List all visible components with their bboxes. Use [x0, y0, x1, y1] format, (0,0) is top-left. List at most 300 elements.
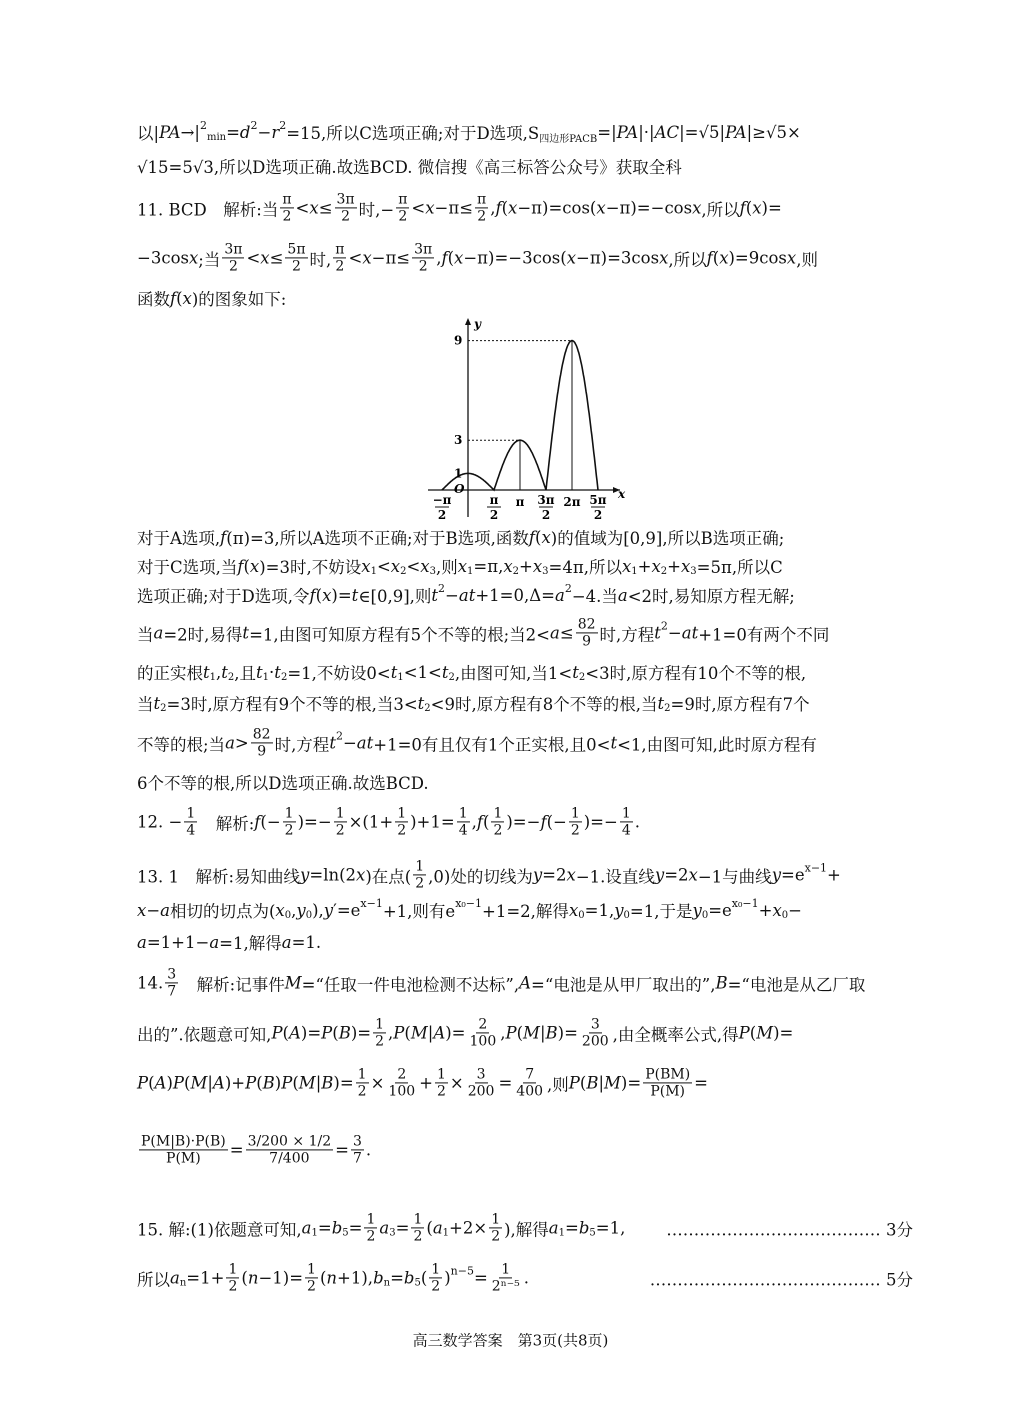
math-var: x: [621, 556, 632, 576]
text-line: [137, 1133, 371, 1166]
text: =|: [597, 122, 617, 142]
math-var: t: [431, 585, 439, 605]
text: ,: [388, 1023, 394, 1043]
math-var: x: [786, 248, 797, 268]
text: 的正实根: [137, 664, 203, 683]
text: ≤: [269, 248, 284, 268]
fraction: [576, 616, 598, 649]
subscript: 1: [442, 1227, 450, 1239]
text-line: [137, 858, 841, 891]
subscript: 5: [589, 1227, 596, 1239]
subscript: 2: [400, 565, 407, 577]
fraction: [305, 1261, 318, 1294]
text: +1=0有两个不同: [698, 625, 830, 644]
text: )=9cos: [728, 248, 787, 268]
denominator: 2: [398, 208, 408, 225]
text: )=: [761, 198, 782, 218]
subscript: 2: [448, 671, 455, 683]
math-var: M: [284, 973, 302, 993]
text: −: [667, 623, 682, 643]
subscript: 5: [414, 1277, 421, 1289]
text: ,: [471, 812, 477, 832]
text: <9时,原方程有8个不等的根,当: [430, 695, 658, 714]
fraction: [466, 1066, 497, 1099]
denominator: 7: [352, 1150, 362, 1167]
math-var: t: [256, 662, 263, 682]
math-var: a: [137, 932, 147, 952]
math-var: M: [298, 1073, 316, 1093]
math-var: t: [572, 662, 579, 682]
x-tick-label: 2: [541, 508, 551, 522]
text: 6个不等的根,所以D选项正确.故选BCD.: [137, 774, 429, 793]
denominator: 2: [413, 1228, 423, 1245]
text: (: [579, 1073, 587, 1093]
fraction: [490, 1261, 522, 1294]
math-var: y: [323, 900, 334, 920]
denominator: 200: [581, 1033, 609, 1050]
text-line: [137, 805, 640, 838]
text: .: [523, 1268, 529, 1288]
math-var: f: [495, 198, 502, 218]
fraction: [489, 1211, 502, 1244]
denominator: 7/400: [269, 1150, 310, 1167]
text: 14.: [137, 973, 164, 993]
math-var: f: [309, 585, 316, 605]
text: =: [390, 1268, 404, 1288]
text: (: [447, 248, 455, 268]
subscript: 0: [701, 909, 709, 921]
text: 以|: [137, 124, 160, 143]
text: )+1=: [410, 812, 455, 832]
text: (−: [260, 812, 281, 832]
math-var: P: [137, 1073, 149, 1093]
numerator: π: [335, 241, 345, 258]
text: )=−: [297, 812, 332, 832]
math-var: A: [212, 1073, 225, 1093]
math-var: a: [554, 585, 565, 605]
denominator: 2ⁿ⁻⁵: [491, 1278, 520, 1295]
text: |=√5|: [679, 122, 726, 142]
subscript: 四边形PACB: [539, 133, 598, 145]
text: =π,: [473, 556, 504, 576]
fraction: [396, 191, 409, 224]
text-line: [137, 583, 795, 607]
denominator: 2: [436, 1083, 446, 1100]
text: (: [241, 1268, 248, 1288]
text-line: [137, 1066, 708, 1099]
text: <: [406, 556, 421, 576]
text: 解析:记事件: [180, 975, 285, 994]
math-var: x: [508, 198, 518, 218]
math-var: x: [425, 198, 435, 218]
text: −: [342, 733, 357, 753]
text: )的值域为[0,9],所以B选项正确;: [550, 529, 785, 548]
text-line: [137, 930, 321, 954]
text: =1,由图可知原方程有5个不等的根;当2<: [249, 625, 551, 644]
math-var: x: [322, 585, 332, 605]
numerator: 1: [491, 1211, 501, 1228]
text: +1=2,解得: [482, 902, 569, 921]
math-var: f: [528, 527, 536, 547]
text: ≤: [318, 198, 333, 218]
text: ),解得: [504, 1220, 549, 1239]
math-var: x: [260, 248, 270, 268]
text: <: [348, 248, 363, 268]
numerator: 1: [621, 805, 631, 822]
superscript: x₀−1: [455, 896, 483, 910]
math-var: f: [170, 288, 177, 308]
text: 函数: [137, 290, 170, 309]
numerator: 1: [397, 805, 407, 822]
subscript: 3: [690, 565, 697, 577]
text: =1,解得: [219, 934, 282, 953]
text-line: [137, 525, 784, 549]
text: +2×: [449, 1218, 488, 1238]
text: ): [444, 1268, 451, 1288]
text: (: [315, 585, 323, 605]
text-line: [137, 1261, 913, 1294]
text: )=−: [583, 812, 618, 832]
text: ,: [490, 198, 496, 218]
math-var: M: [604, 1073, 621, 1093]
subscript: 3: [542, 565, 549, 577]
text: ;当: [198, 250, 221, 269]
math-var: at: [681, 623, 699, 643]
math-var: b: [403, 1268, 415, 1288]
text: =“电池是从乙厂取: [727, 975, 866, 994]
text: +: [758, 900, 773, 920]
text: (: [319, 1268, 327, 1288]
text: |: [427, 1023, 434, 1043]
fraction: [620, 805, 633, 838]
numerator: π: [398, 191, 408, 208]
text: (: [282, 1023, 289, 1043]
x-tick-label: π: [489, 493, 499, 507]
math-var: x: [719, 248, 729, 268]
math-var: t: [390, 662, 398, 682]
math-var: P: [321, 1023, 333, 1043]
text: −: [788, 900, 802, 920]
text: =: [694, 1073, 708, 1093]
fraction: [412, 241, 434, 274]
fraction: [364, 1211, 377, 1244]
fraction: [468, 1016, 499, 1049]
superscript: 2: [438, 581, 446, 595]
fraction: [475, 191, 488, 224]
math-var: x: [772, 900, 782, 920]
fraction: [569, 805, 582, 838]
denominator: 7: [167, 983, 177, 1000]
x-tick-label: 5π: [589, 493, 607, 507]
numerator: 3: [476, 1066, 486, 1083]
text: 11. BCD 解析:当: [137, 200, 279, 219]
math-var: t: [610, 733, 618, 753]
denominator: 9: [257, 743, 267, 760]
text: )=: [333, 1073, 354, 1093]
text: 不等的根;当: [137, 735, 226, 754]
text: <: [246, 248, 261, 268]
text: =1+1−: [146, 932, 210, 952]
text: =: [498, 1073, 513, 1093]
subscript: min: [206, 131, 227, 143]
text: 时,方程: [274, 735, 330, 754]
text: −4.当: [571, 587, 618, 606]
math-var: f: [739, 198, 746, 218]
subscript: 0: [623, 909, 630, 921]
text-line: [137, 726, 817, 759]
text: −1与曲线: [697, 867, 772, 886]
text: 对于C选项,当: [137, 558, 238, 577]
denominator: 100: [388, 1083, 416, 1100]
text: =9时,原方程有7个: [670, 695, 810, 714]
math-var: A: [154, 1073, 167, 1093]
superscript: 2: [564, 581, 572, 595]
text: =4π,所以: [548, 558, 622, 577]
text: (: [426, 1218, 433, 1238]
text: ,由全概率公式,得: [612, 1025, 739, 1044]
math-var: n: [247, 1268, 259, 1288]
text: +1=0有且仅有1个正实根,且0<: [373, 735, 611, 754]
text-line: [137, 660, 806, 684]
fraction: [514, 1066, 545, 1099]
numerator: π: [282, 191, 292, 208]
text: ≤: [559, 623, 574, 643]
text-line: [137, 241, 818, 274]
math-var: x: [188, 248, 199, 268]
text: ,0)处的切线为: [428, 867, 533, 886]
subscript: 0: [305, 909, 313, 921]
text-line: [137, 770, 429, 794]
text: ×: [449, 1073, 464, 1093]
superscript: 2: [335, 729, 343, 743]
text: <1<: [403, 662, 442, 682]
score-marker: …………………………………… 5分: [649, 1270, 913, 1289]
denominator: 2: [431, 1278, 441, 1295]
numerator: 1: [375, 1016, 385, 1033]
text: ×(1+: [348, 812, 394, 832]
superscript: x−1: [360, 896, 383, 910]
math-var: B: [545, 1023, 558, 1043]
fraction: [580, 1016, 611, 1049]
fraction: [285, 241, 307, 274]
x-tick-label: 2: [489, 508, 499, 522]
math-var: x: [309, 198, 319, 218]
math-var: f: [540, 812, 547, 832]
math-var: t: [441, 662, 449, 682]
subscript: 2: [424, 702, 431, 714]
subscript: 3: [429, 565, 436, 577]
fraction: [457, 805, 470, 838]
numerator: 2: [397, 1066, 407, 1083]
math-var: t: [351, 585, 359, 605]
function-graph: [420, 312, 630, 522]
text: =1+: [186, 1268, 225, 1288]
text: +: [667, 556, 681, 576]
text: −1)=: [258, 1268, 304, 1288]
numerator: P(BM): [645, 1066, 691, 1083]
text: (: [420, 1268, 428, 1288]
math-var: y: [692, 900, 702, 920]
text: <1,由图可知,此时原方程有: [617, 735, 817, 754]
text: <: [295, 198, 310, 218]
math-var: x: [752, 198, 762, 218]
text: <: [376, 556, 391, 576]
y-tick-label: 1: [454, 466, 463, 481]
text: +: [419, 1073, 433, 1093]
math-var: y: [614, 900, 624, 920]
math-var: x: [680, 556, 691, 576]
y-tick-label: 9: [454, 333, 463, 348]
text: ′=e: [333, 900, 361, 920]
text: =2: [542, 865, 567, 885]
subscript: 2: [280, 671, 288, 683]
denominator: 2: [341, 208, 351, 225]
denominator: 2: [307, 1278, 316, 1295]
denominator: P(M): [166, 1150, 201, 1167]
numerator: 1: [186, 805, 196, 822]
superscript: x−1: [804, 861, 828, 875]
text: ,则: [796, 250, 818, 269]
math-var: M: [756, 1023, 774, 1043]
text: ,由图可知,当1<: [454, 664, 573, 683]
text: −π)=cos(: [517, 198, 597, 218]
numerator: 1: [228, 1261, 238, 1278]
numerator: 82: [252, 726, 271, 743]
text: )=: [445, 1023, 466, 1043]
text: (: [483, 812, 490, 832]
denominator: 2: [418, 258, 428, 275]
subscript: 1: [558, 1227, 566, 1239]
text: ∈[0,9],则: [358, 587, 432, 606]
text-line: [137, 616, 829, 649]
text: <3时,原方程有10个不等的根,: [585, 664, 807, 683]
text: 所以: [137, 1270, 170, 1289]
text: )=: [331, 585, 352, 605]
math-var: M: [523, 1023, 540, 1043]
subscript: 2: [512, 565, 520, 577]
fraction: [373, 1016, 386, 1049]
text: −π≤: [371, 248, 411, 268]
text: (: [749, 1023, 757, 1043]
math-var: a: [281, 932, 292, 952]
subscript: 0: [578, 909, 585, 921]
math-var: x: [137, 900, 147, 920]
math-var: f: [220, 527, 227, 547]
text: )=: [350, 1023, 372, 1043]
math-var: t: [221, 662, 228, 682]
subscript: 1: [370, 565, 377, 577]
numerator: 1: [570, 805, 580, 822]
numerator: 3: [167, 966, 177, 983]
denominator: 4: [458, 822, 468, 839]
numerator: 1: [357, 1066, 367, 1083]
math-var: P: [568, 1073, 580, 1093]
math-var: d: [239, 122, 251, 142]
denominator: 2: [228, 258, 238, 275]
y-axis-arrow-icon: [465, 318, 471, 325]
math-var: t: [654, 623, 661, 643]
math-var: f: [706, 248, 713, 268]
text: =: [473, 1268, 488, 1288]
text: |·|: [638, 122, 655, 142]
numerator: 3π: [414, 241, 433, 258]
fraction: [251, 726, 273, 759]
math-var: at: [458, 585, 476, 605]
math-var: f: [254, 812, 261, 832]
text: 13. 1 解析:易知曲线: [137, 867, 301, 886]
fraction: [356, 1066, 369, 1099]
text: =e: [781, 865, 805, 885]
text-line: [137, 286, 286, 310]
math-var: a: [550, 623, 560, 643]
text: (: [516, 1023, 524, 1043]
math-var: a: [432, 1218, 443, 1238]
text: −: [445, 585, 459, 605]
fraction: [435, 1066, 448, 1099]
x-tick-label: 2π: [563, 495, 581, 509]
denominator: 2: [282, 208, 292, 225]
math-var: B: [586, 1073, 599, 1093]
text: =: [229, 1140, 244, 1160]
denominator: 2: [570, 822, 580, 839]
score-marker: ………………………………… 3分: [666, 1220, 913, 1239]
denominator: 9: [582, 633, 592, 650]
text: +: [827, 865, 841, 885]
text: 对于A选项,: [137, 529, 221, 548]
text: )在点(: [365, 867, 412, 886]
math-var: x: [659, 248, 669, 268]
text: −π≤: [434, 198, 474, 218]
text: )=: [300, 1023, 322, 1043]
text: (π)=3,所以A选项不正确;对于B选项,函数: [226, 529, 529, 548]
numerator: 1: [431, 1261, 441, 1278]
math-var: a: [225, 733, 235, 753]
math-var: a: [548, 1218, 559, 1238]
math-var: f: [441, 248, 448, 268]
fraction: [246, 1133, 334, 1166]
subscript: n: [383, 1277, 391, 1289]
superscript: 2: [199, 118, 207, 132]
text: 15. 解:(1)依题意可知,: [137, 1220, 302, 1239]
text: )=3时,不妨设: [259, 558, 362, 577]
math-var: t: [242, 623, 250, 643]
math-var: x: [568, 900, 579, 920]
numerator: P(M|B)·P(B): [141, 1133, 226, 1150]
fraction: [411, 1211, 424, 1244]
math-var: a: [301, 1218, 312, 1238]
subscript: 1: [467, 565, 474, 577]
numerator: 1: [501, 1261, 511, 1278]
text: ,: [291, 900, 297, 920]
math-var: x: [532, 556, 543, 576]
math-var: x: [503, 556, 513, 576]
subscript: 2: [660, 565, 668, 577]
text-line: [137, 120, 801, 144]
denominator: P(M): [650, 1083, 686, 1100]
text: 选项正确;对于D选项,令: [137, 587, 310, 606]
denominator: 4: [621, 822, 631, 839]
math-var: x: [356, 865, 366, 885]
text: |: [598, 1073, 605, 1093]
fraction: [491, 805, 504, 838]
text: =: [226, 122, 240, 142]
math-var: B: [262, 1073, 275, 1093]
math-var: P: [281, 1073, 293, 1093]
fraction: [333, 241, 346, 274]
text: +: [637, 556, 652, 576]
math-var: a: [160, 900, 170, 920]
text-line: [137, 1211, 913, 1244]
